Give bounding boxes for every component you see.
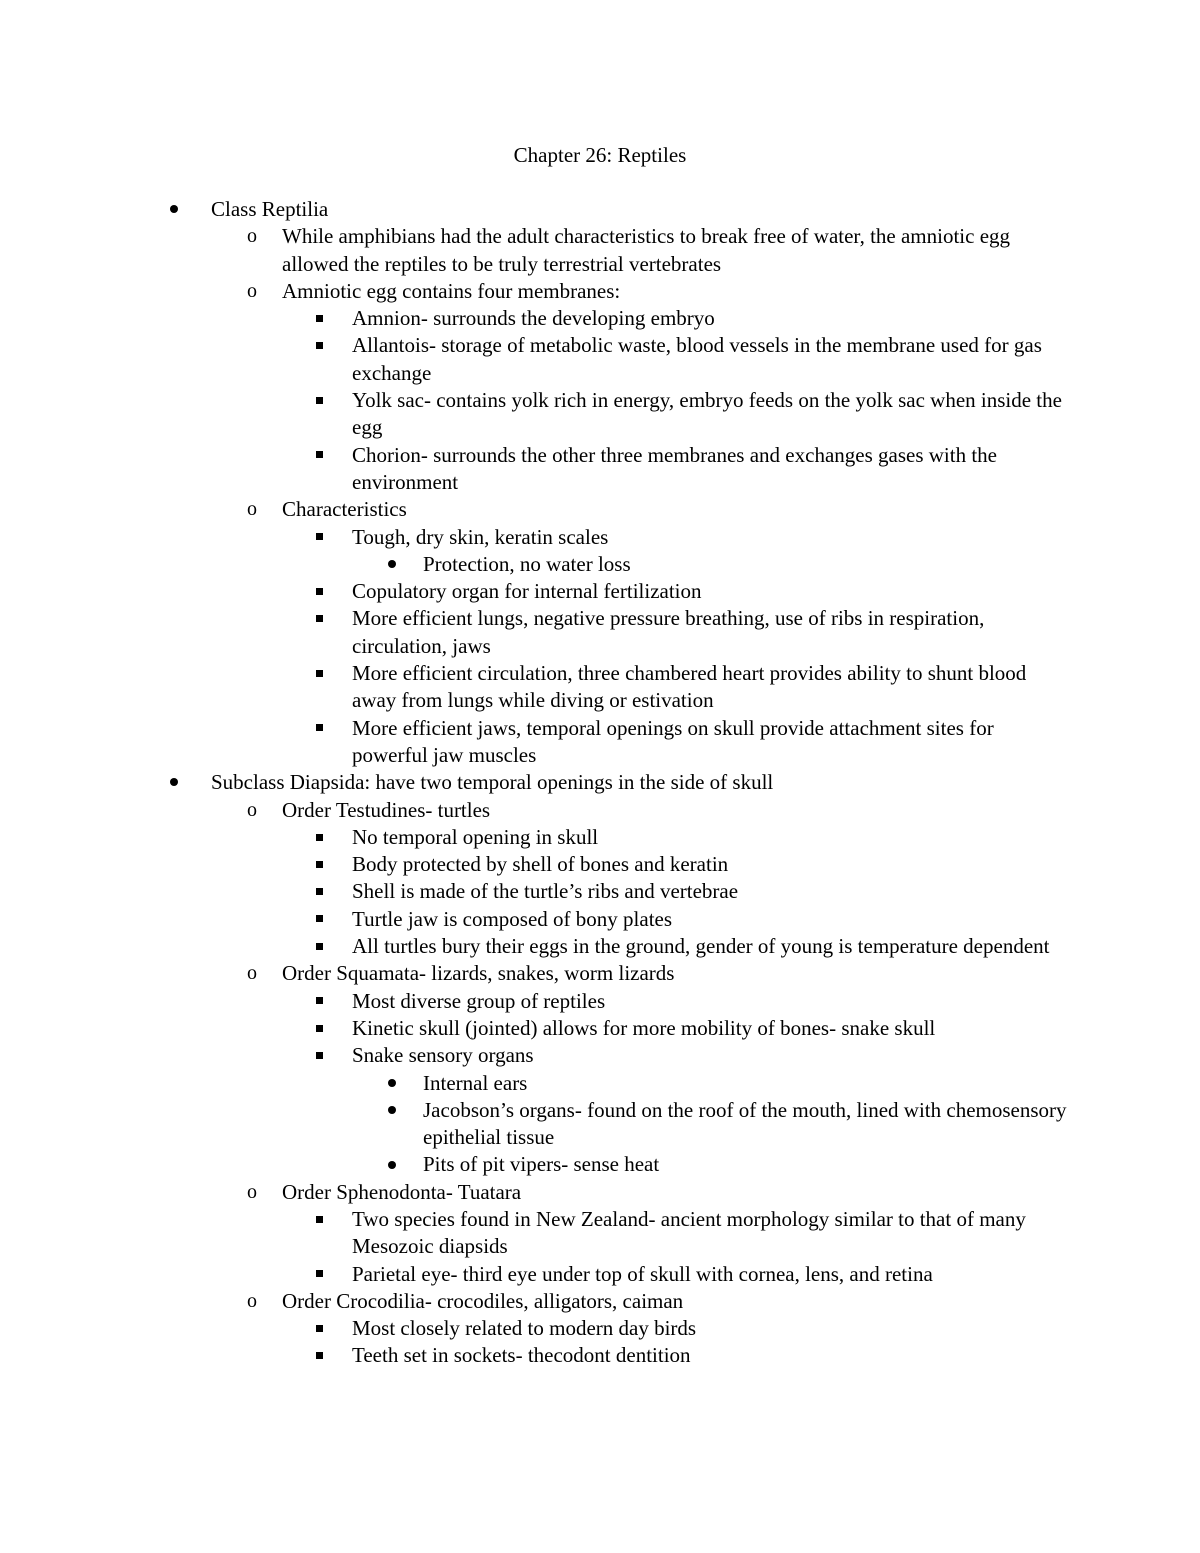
list-item: Chorion- surrounds the other three membranes and exchanges gases with the environment [0,442,1200,497]
list-item: o Amniotic egg contains four membranes: [0,278,1200,305]
square-bullet-icon [316,1042,323,1069]
bullet-icon [388,1097,396,1124]
list-item: Jacobson’s organs- found on the roof of the mouth, lined with chemosensory epithelial tissue [0,1097,1200,1152]
square-bullet-icon [316,906,323,933]
list-item: Shell is made of the turtle’s ribs and vertebrae [0,878,1200,905]
square-bullet-icon [316,1342,323,1369]
bullet-icon [388,551,396,578]
list-item: Protection, no water loss [0,551,1200,578]
square-bullet-icon [316,988,323,1015]
square-bullet-icon [316,851,323,878]
list-item: Internal ears [0,1070,1200,1097]
list-item: Copulatory organ for internal fertilization [0,578,1200,605]
list-item: No temporal opening in skull [0,824,1200,851]
list-item: Teeth set in sockets- thecodont dentition [0,1342,1200,1369]
list-item: o Order Sphenodonta- Tuatara [0,1179,1200,1206]
list-item: Class Reptilia [0,196,1200,223]
square-bullet-icon [316,305,323,332]
list-item: Kinetic skull (jointed) allows for more mobility of bones- snake skull [0,1015,1200,1042]
list-item: Most diverse group of reptiles [0,988,1200,1015]
circle-bullet-icon: o [247,798,257,821]
list-item: All turtles bury their eggs in the ground, gender of young is temperature dependent [0,933,1200,960]
square-bullet-icon [316,933,323,960]
square-bullet-icon [316,824,323,851]
square-bullet-icon [316,1315,323,1342]
circle-bullet-icon: o [247,498,257,521]
list-item: Allantois- storage of metabolic waste, blood vessels in the membrane used for gas exchange [0,332,1200,387]
list-item: o Order Crocodilia- crocodiles, alligators, caiman [0,1288,1200,1315]
list-item: Amnion- surrounds the developing embryo [0,305,1200,332]
square-bullet-icon [316,1015,323,1042]
bullet-icon [170,769,178,796]
page-title: Chapter 26: Reptiles [513,143,687,167]
bullet-icon [388,1151,396,1178]
square-bullet-icon [316,878,323,905]
list-item: Yolk sac- contains yolk rich in energy, embryo feeds on the yolk sac when inside the egg [0,387,1200,442]
list-item: o Order Squamata- lizards, snakes, worm lizards [0,960,1200,987]
list-item: o While amphibians had the adult characteristics to break free of water, the amniotic egg allowed the reptiles to be truly terrestrial vertebrates [247,224,1011,276]
list-item: Snake sensory organs [0,1042,1200,1069]
outline-list [0,196,1200,1370]
circle-bullet-icon: o [247,1180,257,1203]
list-item: Body protected by shell of bones and keratin [0,851,1200,878]
list-item: More efficient lungs, negative pressure breathing, use of ribs in respiration, circulation, jaws [0,605,1200,660]
list-item: Tough, dry skin, keratin scales [0,524,1200,551]
circle-bullet-icon: o [247,1289,257,1312]
square-bullet-icon [316,442,323,469]
list-item: Parietal eye- third eye under top of skull with cornea, lens, and retina [0,1261,1200,1288]
square-bullet-icon [316,1206,323,1233]
square-bullet-icon [316,332,323,359]
circle-bullet-icon: o [247,279,257,302]
list-item: Pits of pit vipers- sense heat [0,1151,1200,1178]
bullet-icon [170,196,178,223]
list-item: More efficient circulation, three chambered heart provides ability to shunt blood away from lungs while diving or estivation [0,660,1200,715]
list-item: Subclass Diapsida: have two temporal openings in the side of skull [0,769,1200,796]
list-item: Two species found in New Zealand- ancient morphology similar to that of many Mesozoic diapsids [0,1206,1200,1261]
square-bullet-icon [316,524,323,551]
square-bullet-icon [316,387,323,414]
list-item: Most closely related to modern day birds [0,1315,1200,1342]
square-bullet-icon [316,660,323,687]
square-bullet-icon [316,605,323,632]
circle-bullet-icon: o [247,962,257,985]
bullet-icon [388,1070,396,1097]
circle-bullet-icon: o [247,225,257,248]
list-item: o Order Testudines- turtles [0,797,1200,824]
list-item: Turtle jaw is composed of bony plates [0,906,1200,933]
list-item: More efficient jaws, temporal openings on skull provide attachment sites for powerful jaw muscles [0,715,1200,770]
square-bullet-icon [316,578,323,605]
list-item: o Characteristics [0,496,1200,523]
square-bullet-icon [316,1261,323,1288]
square-bullet-icon [316,715,323,742]
